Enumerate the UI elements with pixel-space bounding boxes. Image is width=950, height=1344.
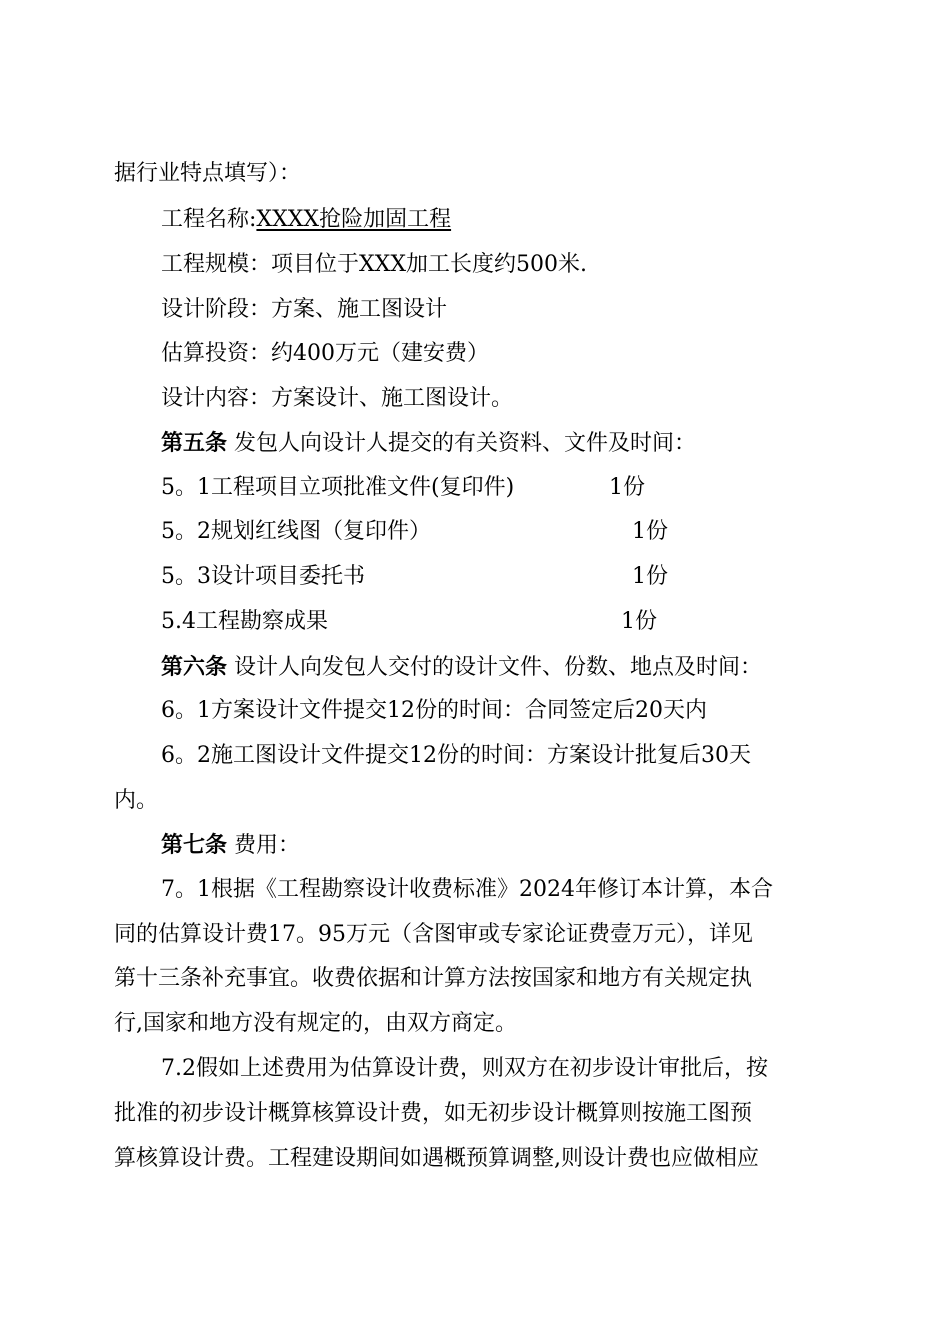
project-name-line [161,207,451,233]
article6-heading: 第六条 [161,654,228,680]
article5-item-3: 5。3设计项目委托书 [161,564,365,589]
article7-heading-line [161,832,300,859]
project-name-label: 工程名称: [161,207,257,232]
article7-title: 费用： [234,833,301,858]
article5-item-1-copies: 1份 [609,475,645,500]
article5-item-2-copies: 1份 [632,519,668,544]
project-scale-line [161,252,587,278]
article5-item-4: 5.4工程勘察成果 [161,609,328,634]
article5-item-2: 5。2规划红线图（复印件） [161,519,431,544]
design-stage-line [161,297,447,323]
article7-p2-line3: 算核算设计费。工程建设期间如遇概预算调整,则设计费也应做相应 [114,1146,759,1171]
article5-heading: 第五条 [161,430,228,456]
article6-item-1: 6。1方案设计文件提交12份的时间：合同签定后20天内 [161,698,707,723]
project-name-value: XXXX抢险加固工程 [256,207,452,232]
article7-p2-line1: 7.2假如上述费用为估算设计费，则双方在初步设计审批后，按 [161,1056,768,1081]
article7-p1-line1: 7。1根据《工程勘察设计收费标准》2024年修订本计算，本合 [161,877,773,902]
article6-title: 设计人向发包人交付的设计文件、份数、地点及时间： [234,655,763,680]
article5-item-3-copies: 1份 [632,564,668,589]
article5-item-4-copies: 1份 [621,609,657,634]
investment-line [161,341,489,367]
article7-p1-line3: 第十三条补充事宜。收费依据和计算方法按国家和地方有关规定执 [114,966,753,991]
article6-item-2-line2: 内。 [114,788,159,813]
investment-value: 约400万元（建安费） [271,341,490,366]
article7-heading: 第七条 [161,832,228,858]
design-content-value: 方案设计、施工图设计。 [271,386,514,411]
design-stage-value: 方案、施工图设计 [271,297,448,322]
article7-p2-line2: 批准的初步设计概算核算设计费，如无初步设计概算则按施工图预 [114,1101,753,1126]
article7-p1-line4: 行,国家和地方没有规定的，由双方商定。 [114,1011,517,1036]
article6-item-2-line1: 6。2施工图设计文件提交12份的时间：方案设计批复后30天 [161,743,751,768]
project-scale-label: 工程规模： [161,252,272,277]
article7-p1-line2: 同的估算设计费17。95万元（含图审或专家论证费壹万元），详见 [114,922,753,947]
design-content-line [161,386,513,412]
article5-heading-line [161,430,696,457]
investment-label: 估算投资： [161,341,272,366]
article6-heading-line [161,654,762,681]
project-scale-value: 项目位于XXX加工长度约500米. [271,252,587,277]
article5-item-1: 5。1工程项目立项批准文件(复印件) [161,475,515,500]
design-content-label: 设计内容： [161,386,272,411]
intro-tail-line: 据行业特点填写）： [114,161,302,186]
article5-title: 发包人向设计人提交的有关资料、文件及时间： [234,431,697,456]
design-stage-label: 设计阶段： [161,297,272,322]
